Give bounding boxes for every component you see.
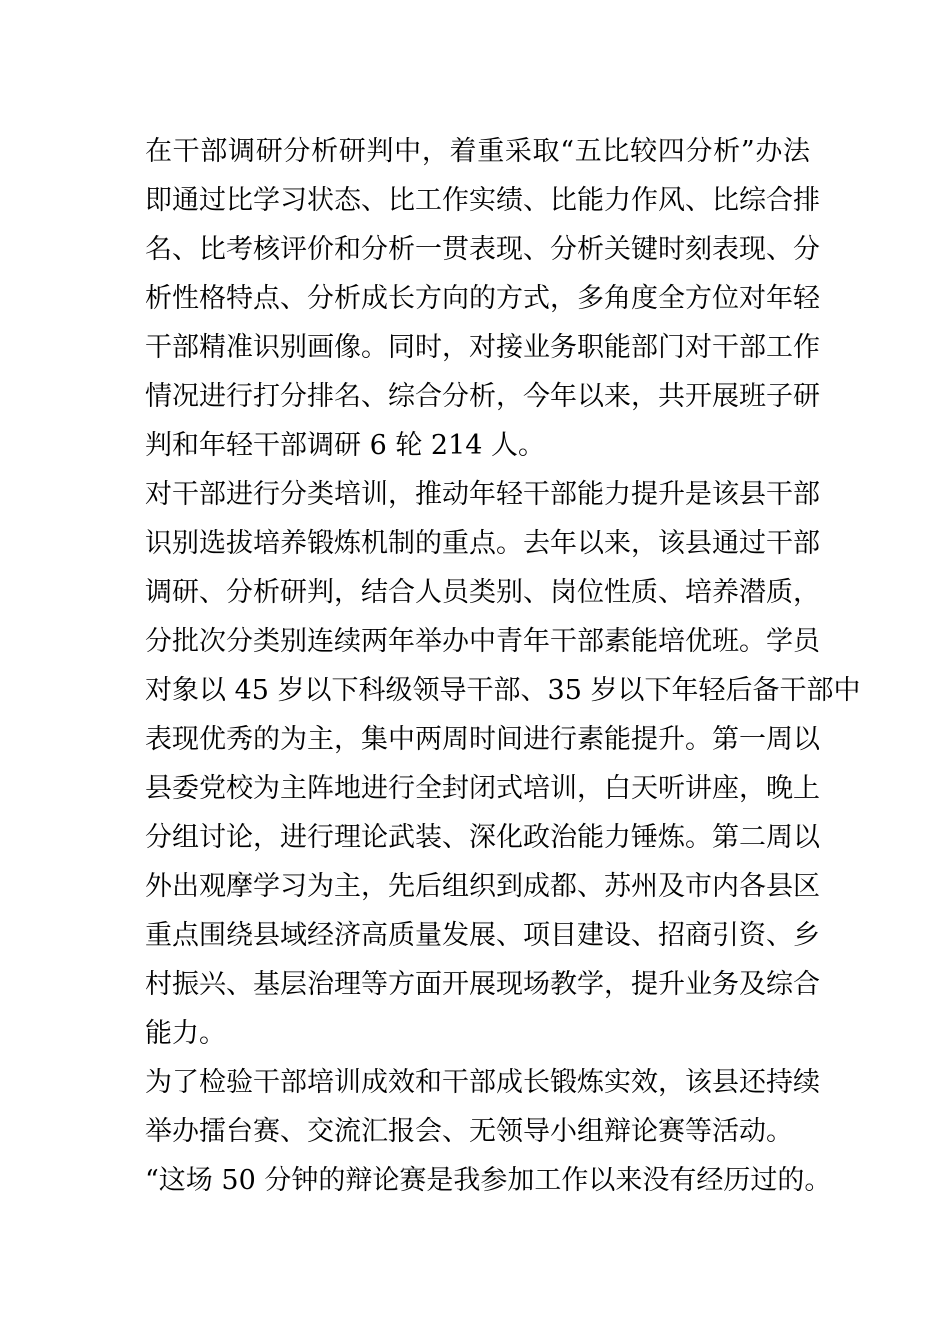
- text-line: 对干部进行分类培训，推动年轻干部能力提升是该县干部: [145, 479, 820, 510]
- paragraph-4: [145, 1156, 832, 1205]
- text-line: 情况进行打分排名、综合分析，今年以来，共开展班子研: [145, 381, 820, 412]
- text-line: 析性格特点、分析成长方向的方式，多角度全方位对年轻: [145, 283, 820, 314]
- text-line: 表现优秀的为主，集中两周时间进行素能提升。第一周以: [145, 724, 820, 755]
- text-line: 为了检验干部培训成效和干部成长锻炼实效，该县还持续: [145, 1067, 820, 1098]
- text-line: 调研、分析研判，结合人员类别、岗位性质、培养潜质，: [145, 577, 820, 608]
- text-line: 对象以 45 岁以下科级领导干部、35 岁以下年轻后备干部中: [145, 675, 861, 706]
- text-line: 举办擂台赛、交流汇报会、无领导小组辩论赛等活动。: [145, 1116, 793, 1147]
- text-line: 能力。: [145, 1018, 226, 1049]
- document-body: [145, 127, 861, 1205]
- text-line: 村振兴、基层治理等方面开展现场教学，提升业务及综合: [145, 969, 820, 1000]
- text-line: 外出观摩学习为主，先后组织到成都、苏州及市内各县区: [145, 871, 820, 902]
- text-line: 判和年轻干部调研 6 轮 214 人。: [145, 430, 546, 461]
- text-line: 分组讨论，进行理论武装、深化政治能力锤炼。第二周以: [145, 822, 820, 853]
- text-line: 在干部调研分析研判中，着重采取“五比较四分析”办法: [145, 136, 810, 167]
- text-line: 县委党校为主阵地进行全封闭式培训，白天听讲座，晚上: [145, 773, 820, 804]
- text-line: 重点围绕县域经济高质量发展、项目建设、招商引资、乡: [145, 920, 820, 951]
- text-line: “这场 50 分钟的辩论赛是我参加工作以来没有经历过的。: [145, 1165, 832, 1196]
- text-line: 名、比考核评价和分析一贯表现、分析关键时刻表现、分: [145, 234, 820, 265]
- text-line: 即通过比学习状态、比工作实绩、比能力作风、比综合排: [145, 185, 820, 216]
- paragraph-2: [145, 470, 861, 1058]
- paragraph-1: [145, 127, 820, 470]
- text-line: 分批次分类别连续两年举办中青年干部素能培优班。学员: [145, 626, 820, 657]
- text-line: 识别选拔培养锻炼机制的重点。去年以来，该县通过干部: [145, 528, 820, 559]
- paragraph-3: [145, 1058, 820, 1156]
- text-line: 干部精准识别画像。同时，对接业务职能部门对干部工作: [145, 332, 820, 363]
